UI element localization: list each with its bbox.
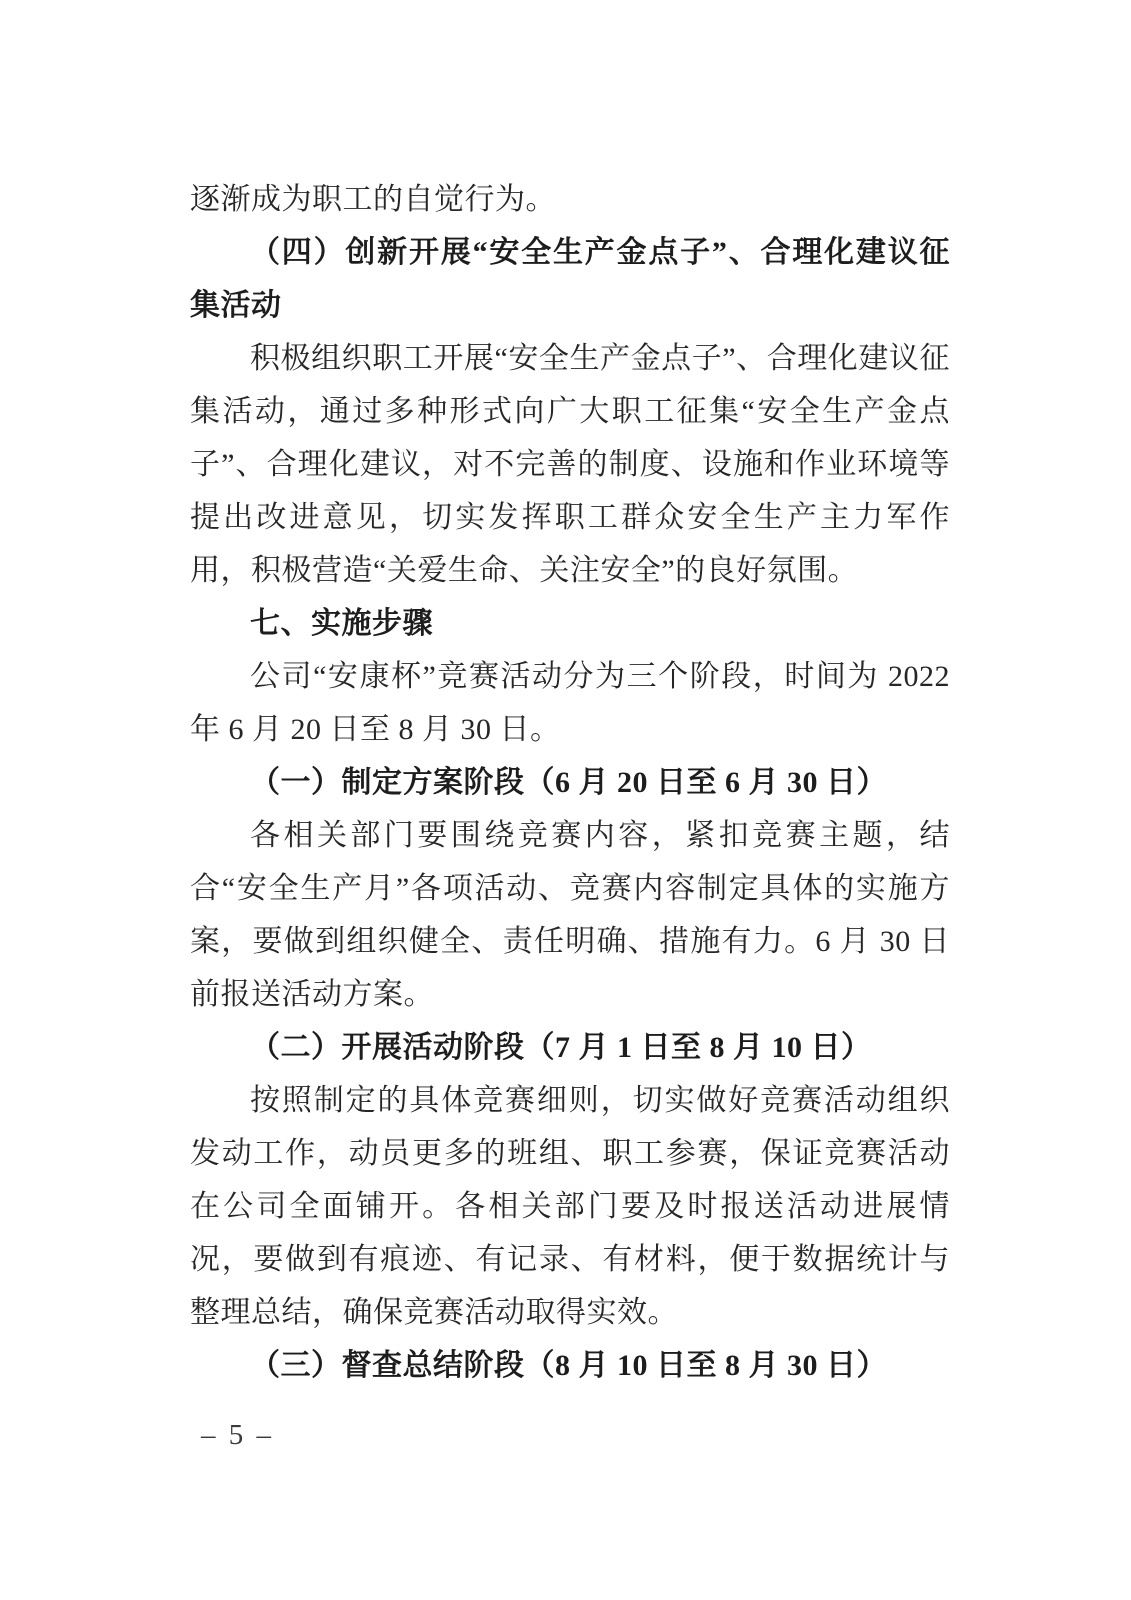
section-heading: 七、实施步骤 [250, 607, 433, 640]
body-paragraph: 按照制定的具体竞赛细则，切实做好竞赛活动组织发动工作，动员更多的班组、职工参赛，保证竞赛活动在公司全面铺开。各相关部门要及时报送活动进展情况，要做到有痕迹、有记录、有材料，便于数据统计与整理总结，确保竞赛活动取得实效。 [190, 1084, 950, 1329]
body-paragraph: 公司“安康杯”竞赛活动分为三个阶段，时间为 2022 年 6 月 20 日至 8 月 30 日。 [190, 660, 950, 746]
body-paragraph: 各相关部门要围绕竞赛内容，紧扣竞赛主题，结合“安全生产月”各项活动、竞赛内容制定具体的实施方案，要做到组织健全、责任明确、措施有力。6 月 30 日前报送活动方案。 [190, 819, 950, 1011]
document-content [190, 173, 950, 1392]
section-heading: （四）创新开展“安全生产金点子”、合理化建议征集活动 [190, 236, 950, 322]
body-paragraph: 逐渐成为职工的自觉行为。 [190, 183, 556, 216]
section-heading: （一）制定方案阶段（6 月 20 日至 6 月 30 日） [250, 766, 887, 799]
section-heading: （二）开展活动阶段（7 月 1 日至 8 月 10 日） [250, 1031, 872, 1064]
page-number: – 5 – [201, 1419, 274, 1451]
body-paragraph: 积极组织职工开展“安全生产金点子”、合理化建议征集活动，通过多种形式向广大职工征集“安全生产金点子”、合理化建议，对不完善的制度、设施和作业环境等提出改进意见，切实发挥职工群众安全生产主力军作用，积极营造“关爱生命、关注安全”的良好氛围。 [190, 342, 950, 587]
section-heading: （三）督查总结阶段（8 月 10 日至 8 月 30 日） [250, 1349, 887, 1382]
